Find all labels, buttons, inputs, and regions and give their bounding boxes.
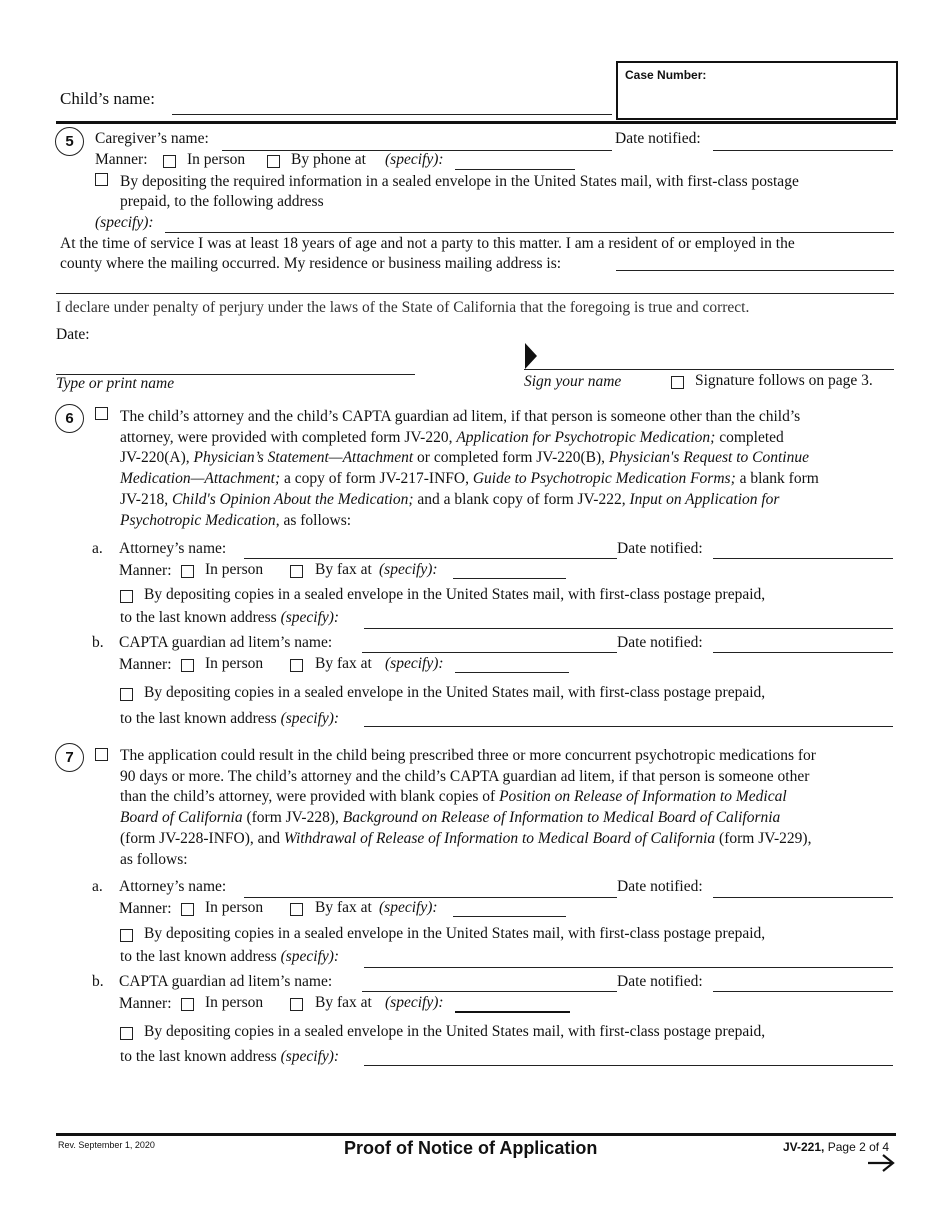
text-segment: Physician’s Statement—Attachment xyxy=(193,449,414,467)
by-fax-checkbox[interactable] xyxy=(290,998,303,1011)
text-segment: (form JV-228-INFO), and xyxy=(120,829,284,847)
deposit-copies-label: By depositing copies in a sealed envelope in the United States mail, with first-class postage prepaid, xyxy=(144,586,766,603)
fax-specify-label: (specify): xyxy=(379,899,438,916)
date-notified-label: Date notified: xyxy=(617,540,703,557)
signature-field[interactable] xyxy=(524,369,894,370)
date-notified-field[interactable] xyxy=(713,558,893,559)
childs-name-field[interactable] xyxy=(172,114,612,115)
service-statement-line2: county where the mailing occurred. My residence or business mailing address is: xyxy=(60,255,562,272)
fax-number-field[interactable] xyxy=(453,578,566,579)
text-segment: as follows: xyxy=(120,850,188,868)
date-label: Date: xyxy=(56,326,90,343)
text-segment: , as follows: xyxy=(275,511,352,529)
paragraph-line xyxy=(120,490,819,511)
date-notified-field[interactable] xyxy=(713,991,893,992)
deposit-mail-checkbox[interactable] xyxy=(95,173,108,186)
guardian-name-field[interactable] xyxy=(362,652,617,653)
deposit-copies-label: By depositing copies in a sealed envelope in the United States mail, with first-class postage prepaid, xyxy=(144,1023,766,1040)
text-segment: completed xyxy=(715,428,784,446)
guardian-name-label: CAPTA guardian ad litem’s name: xyxy=(119,634,333,651)
text-segment: Guide to Psychotropic Medication Forms; xyxy=(472,470,736,488)
text-segment: than the child’s attorney, were provided with blank copies of xyxy=(120,788,500,806)
by-fax-label: By fax at xyxy=(315,655,372,672)
phone-specify-label: (specify): xyxy=(385,151,444,168)
by-fax-checkbox[interactable] xyxy=(290,659,303,672)
date-notified-label: Date notified: xyxy=(617,973,703,990)
phone-number-field[interactable] xyxy=(455,169,575,170)
case-number-box[interactable] xyxy=(616,61,898,120)
last-known-address-field[interactable] xyxy=(364,1065,893,1066)
by-fax-label: By fax at xyxy=(315,899,372,916)
header-rule xyxy=(56,121,896,124)
text-segment: Application for Psychotropic Medication; xyxy=(456,428,716,446)
deposit-copies-label: By depositing copies in a sealed envelope in the United States mail, with first-class postage prepaid, xyxy=(144,684,766,701)
guardian-name-field[interactable] xyxy=(362,991,617,992)
last-known-address-label: to the last known address (specify): xyxy=(120,1048,340,1065)
paragraph-line xyxy=(120,787,816,808)
revision-date: Rev. September 1, 2020 xyxy=(58,1140,155,1150)
item-6-text xyxy=(120,407,819,531)
text-segment: or completed form JV-220(B), xyxy=(413,449,609,467)
text-segment: 90 days or more. The child’s attorney and the child’s CAPTA guardian ad litem, if that person is someone other xyxy=(120,767,810,785)
address-specify-label: (specify): xyxy=(95,214,154,231)
paragraph-line xyxy=(120,407,819,428)
last-known-address-field[interactable] xyxy=(364,726,893,727)
declaration-text: I declare under penalty of perjury under the laws of the State of California that the foregoing is true and correct. xyxy=(56,299,750,316)
text-segment: Position on Release of Information to Medical xyxy=(499,788,787,806)
guardian-name-label: CAPTA guardian ad litem’s name: xyxy=(119,973,333,990)
last-known-address-label: to the last known address (specify): xyxy=(120,948,340,965)
by-phone-label: By phone at xyxy=(291,151,366,168)
mailing-address-field[interactable] xyxy=(165,232,894,233)
manner-label: Manner: xyxy=(119,656,172,673)
item-7b-letter: b. xyxy=(92,973,104,990)
childs-name-label: Child’s name: xyxy=(60,89,155,108)
signature-follows-label: Signature follows on page 3. xyxy=(695,372,873,389)
signature-follows-checkbox[interactable] xyxy=(671,376,684,389)
item-7-text xyxy=(120,746,816,870)
fax-number-field[interactable] xyxy=(453,916,566,917)
item-6-number: 6 xyxy=(55,404,84,433)
item-6a-letter: a. xyxy=(92,540,103,557)
fax-specify-label: (specify): xyxy=(385,655,444,672)
arrow-right-icon[interactable] xyxy=(867,1154,895,1172)
footer-rule xyxy=(56,1133,896,1136)
deposit-copies-label: By depositing copies in a sealed envelope in the United States mail, with first-class postage prepaid, xyxy=(144,925,766,942)
text-segment: (form JV-229), xyxy=(715,829,812,847)
item-7-number: 7 xyxy=(55,743,84,772)
triangle-right-icon xyxy=(525,343,537,369)
text-segment: Medication—Attachment; xyxy=(120,470,281,488)
attorney-name-label: Attorney’s name: xyxy=(119,540,227,557)
fax-number-field[interactable] xyxy=(455,1011,570,1013)
deposit-copies-checkbox[interactable] xyxy=(120,590,133,603)
manner-label: Manner: xyxy=(95,151,148,168)
text-segment: and a blank copy of form JV-222, xyxy=(413,490,630,508)
item-7-checkbox[interactable] xyxy=(95,748,108,761)
text-segment: Psychotropic Medication xyxy=(120,511,276,529)
item-6-checkbox[interactable] xyxy=(95,407,108,420)
text-segment: The child’s attorney and the child’s CAPTA guardian ad litem, if that person is someone other than the child’s xyxy=(120,408,801,425)
paragraph-line xyxy=(120,511,819,532)
text-segment: a blank form xyxy=(735,470,819,488)
item-5-number: 5 xyxy=(55,127,84,156)
paragraph-line xyxy=(120,428,819,449)
in-person-checkbox[interactable] xyxy=(181,565,194,578)
in-person-label: In person xyxy=(205,994,264,1011)
text-segment: attorney, were provided with completed form JV-220, xyxy=(120,428,457,446)
attorney-name-field[interactable] xyxy=(244,897,617,898)
fax-specify-label: (specify): xyxy=(379,561,438,578)
last-known-address-label: to the last known address (specify): xyxy=(120,710,340,727)
service-statement-line1: At the time of service I was at least 18 years of age and not a party to this matter. I am a resident of or employed in the xyxy=(60,235,795,252)
date-notified-label: Date notified: xyxy=(617,878,703,895)
text-segment: JV-218, xyxy=(120,490,172,508)
date-notified-field[interactable] xyxy=(713,897,893,898)
text-segment: JV-220(A), xyxy=(120,449,194,467)
date-notified-field[interactable] xyxy=(713,150,893,151)
attorney-name-field[interactable] xyxy=(244,558,617,559)
fax-number-field[interactable] xyxy=(455,672,569,673)
in-person-label: In person xyxy=(187,151,246,168)
form-title: Proof of Notice of Application xyxy=(344,1138,598,1158)
paragraph-line xyxy=(120,448,819,469)
text-segment: a copy of form JV-217-INFO, xyxy=(280,470,473,488)
last-known-address-label: to the last known address (specify): xyxy=(120,609,340,626)
text-segment: Input on Application for xyxy=(629,490,780,508)
attorney-name-label: Attorney’s name: xyxy=(119,878,227,895)
caregiver-name-label: Caregiver’s name: xyxy=(95,130,209,147)
paragraph-line xyxy=(120,829,816,850)
by-fax-label: By fax at xyxy=(315,561,372,578)
by-fax-checkbox[interactable] xyxy=(290,565,303,578)
in-person-checkbox[interactable] xyxy=(163,155,176,168)
text-segment: The application could result in the child being prescribed three or more concurrent psychotropic medications for xyxy=(120,747,816,764)
item-7a-letter: a. xyxy=(92,878,103,895)
deposit-mail-line2: prepaid, to the following address xyxy=(120,193,324,210)
type-print-name-caption: Type or print name xyxy=(56,375,175,392)
last-known-address-field[interactable] xyxy=(364,967,893,968)
text-segment: Physician's Request to Continue xyxy=(608,449,809,467)
text-segment: (form JV-228), xyxy=(242,809,343,827)
date-notified-label: Date notified: xyxy=(615,130,701,147)
deposit-mail-line1: By depositing the required information in a sealed envelope in the United States mail, with first-class postage xyxy=(120,173,799,190)
paragraph-line xyxy=(120,469,819,490)
server-address-field-2[interactable] xyxy=(56,293,894,294)
manner-label: Manner: xyxy=(119,995,172,1012)
by-phone-checkbox[interactable] xyxy=(267,155,280,168)
form-page-info: JV-221, Page 2 of 4 xyxy=(783,1140,890,1154)
manner-label: Manner: xyxy=(119,562,172,579)
deposit-copies-checkbox[interactable] xyxy=(120,688,133,701)
sign-name-caption: Sign your name xyxy=(524,373,622,390)
paragraph-line xyxy=(120,767,816,788)
deposit-copies-checkbox[interactable] xyxy=(120,929,133,942)
in-person-checkbox[interactable] xyxy=(181,903,194,916)
in-person-checkbox[interactable] xyxy=(181,659,194,672)
fax-specify-label: (specify): xyxy=(385,994,444,1011)
date-notified-field[interactable] xyxy=(713,652,893,653)
in-person-checkbox[interactable] xyxy=(181,998,194,1011)
case-number-label: Case Number: xyxy=(625,68,707,82)
paragraph-line xyxy=(120,808,816,829)
by-fax-label: By fax at xyxy=(315,994,372,1011)
paragraph-line xyxy=(120,850,816,871)
last-known-address-field[interactable] xyxy=(364,628,893,629)
deposit-copies-checkbox[interactable] xyxy=(120,1027,133,1040)
text-segment: Withdrawal of Release of Information to Medical Board of California xyxy=(283,829,716,847)
date-notified-label: Date notified: xyxy=(617,634,703,651)
in-person-label: In person xyxy=(205,561,264,578)
manner-label: Manner: xyxy=(119,900,172,917)
in-person-label: In person xyxy=(205,899,264,916)
text-segment: Child's Opinion About the Medication; xyxy=(171,490,414,508)
in-person-label: In person xyxy=(205,655,264,672)
paragraph-line xyxy=(120,746,816,767)
by-fax-checkbox[interactable] xyxy=(290,903,303,916)
text-segment: Board of California xyxy=(120,809,243,827)
text-segment: Background on Release of Information to Medical Board of California xyxy=(342,809,781,827)
server-address-field-1[interactable] xyxy=(616,270,894,271)
item-6b-letter: b. xyxy=(92,634,104,651)
